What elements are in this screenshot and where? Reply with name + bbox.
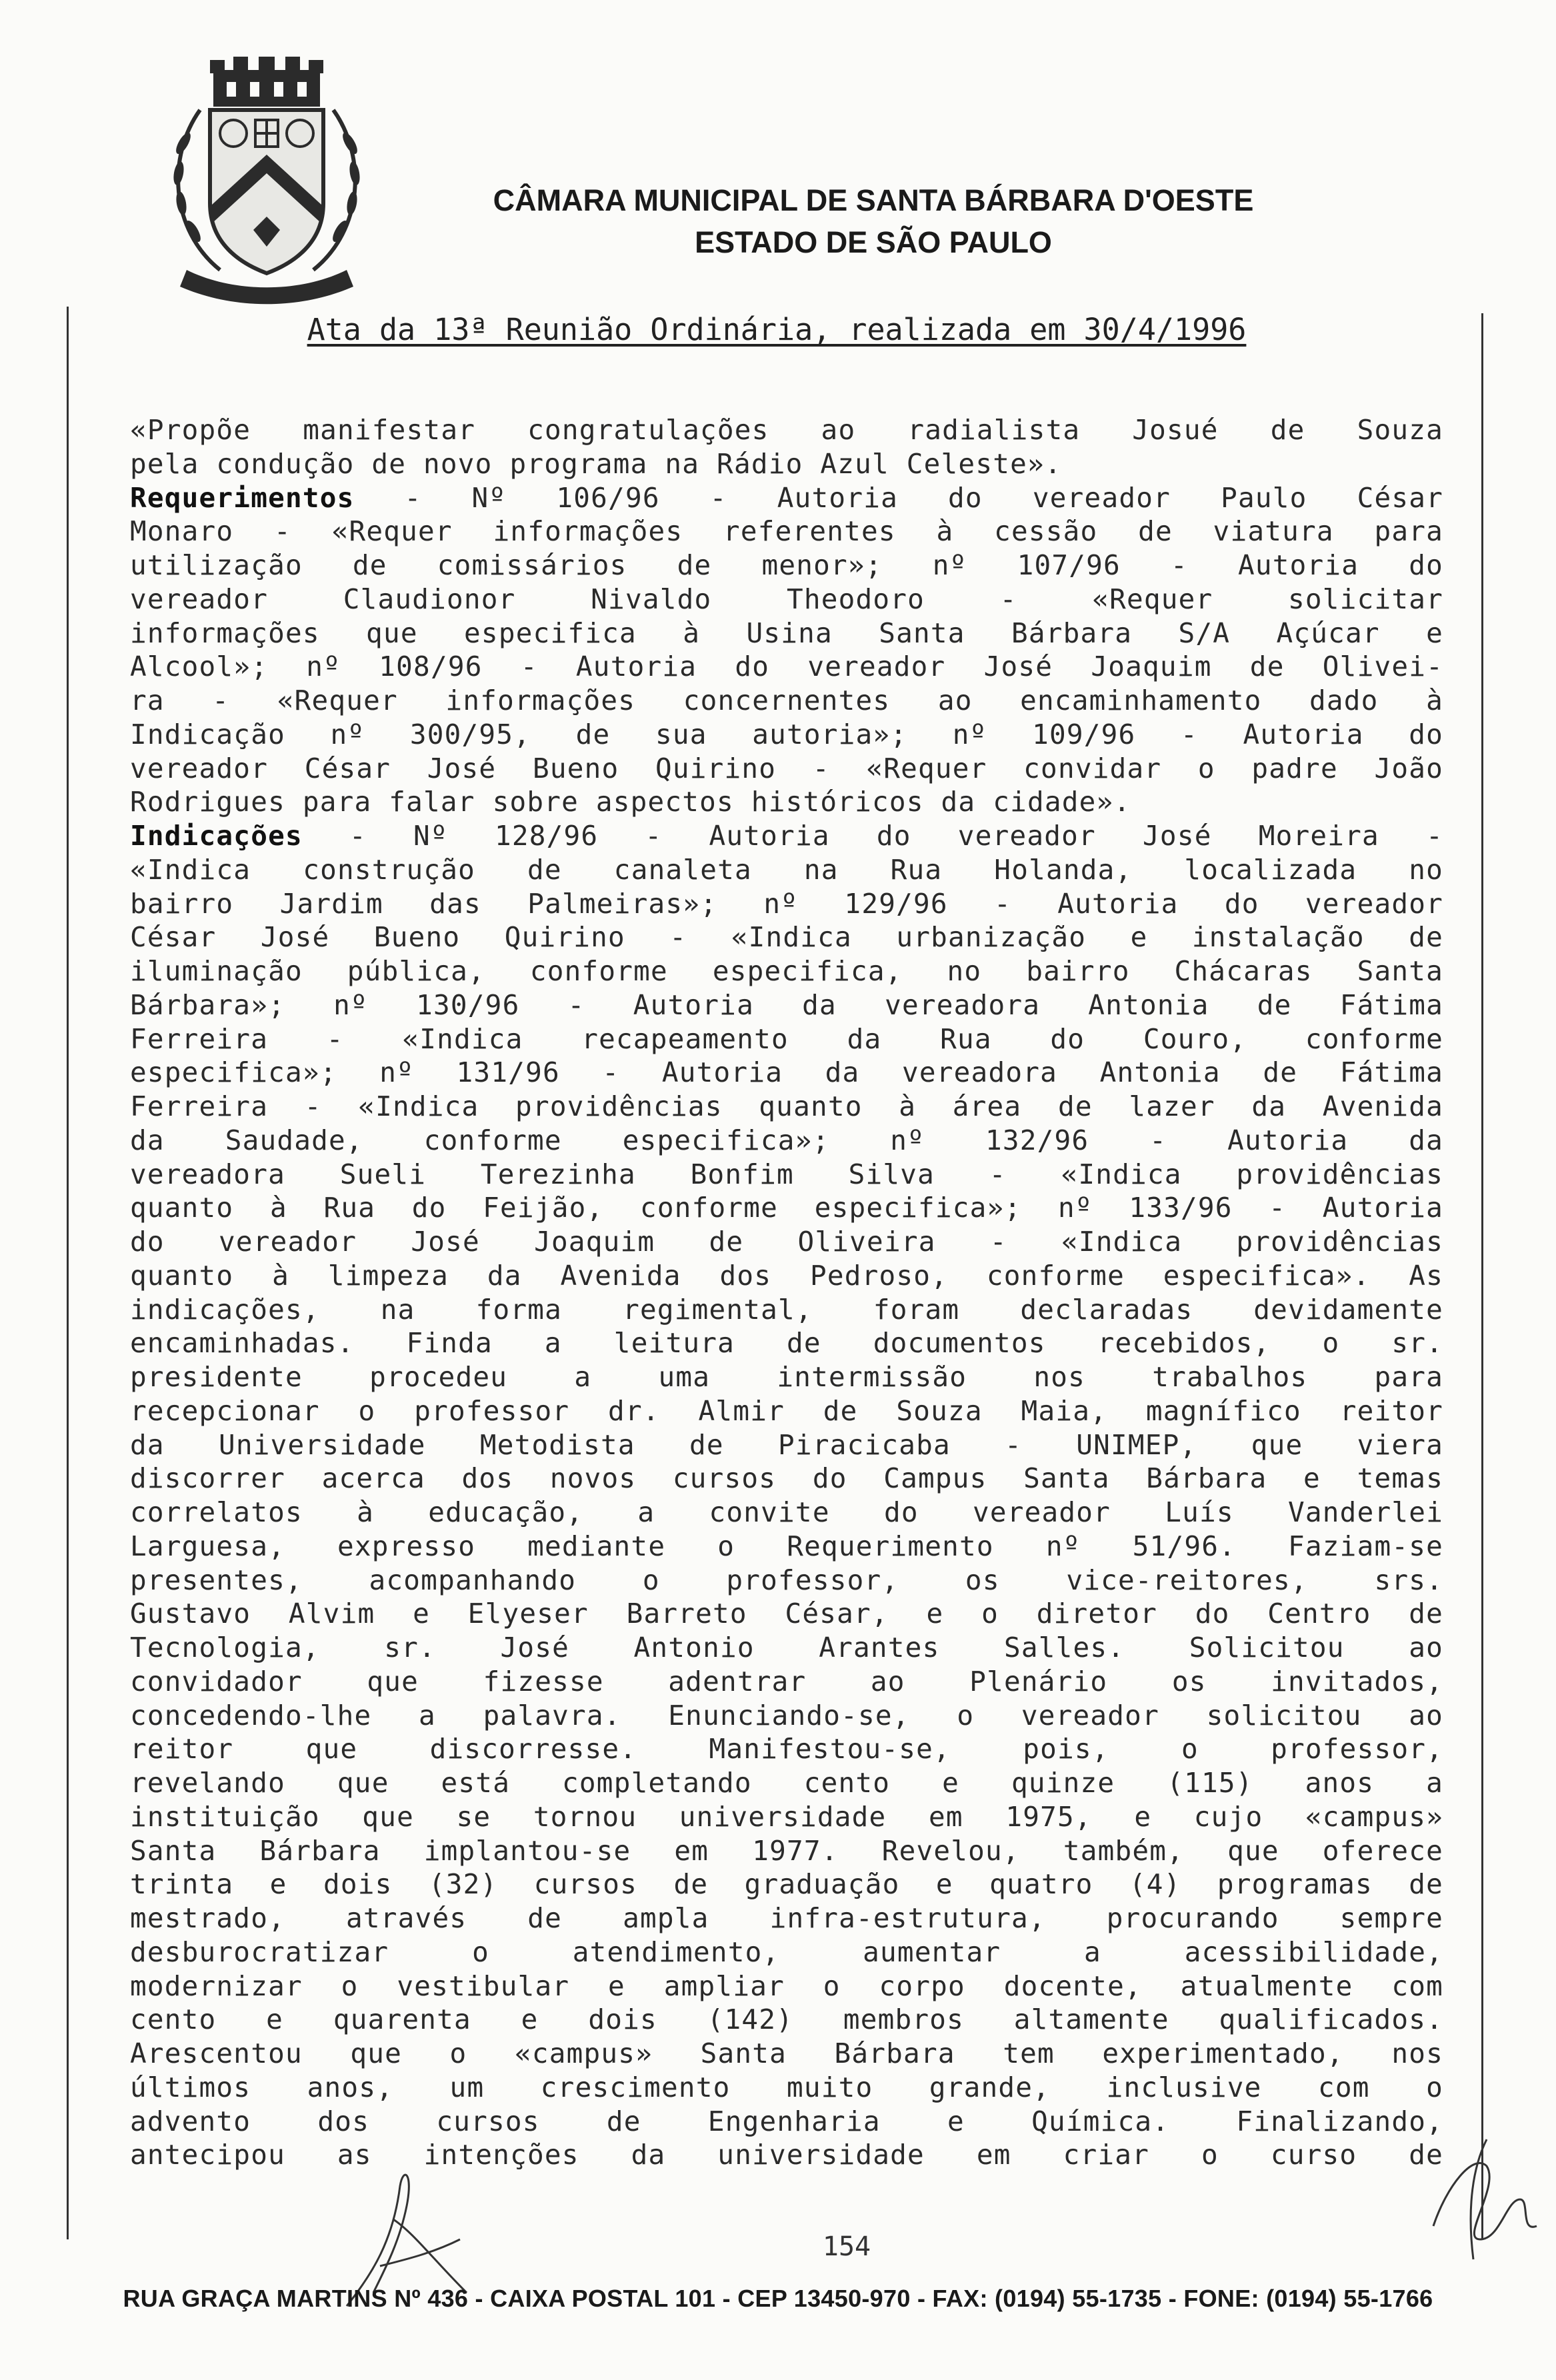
body-line: revelando que está completando cento e quinze (115) anos a [130, 1767, 1443, 1799]
body-line: Rodrigues para falar sobre aspectos históricos da cidade». [130, 786, 1131, 818]
body-line: da Saudade, conforme especifica»; nº 132/96 - Autoria da [130, 1124, 1443, 1156]
body-line: Indicações - Nº 128/96 - Autoria do vereador José Moreira - [130, 820, 1443, 852]
body-line: vereadora Sueli Terezinha Bonfim Silva - «Indica providências [130, 1158, 1443, 1190]
body-line: bairro Jardim das Palmeiras»; nº 129/96 - Autoria do vereador [130, 887, 1443, 920]
minutes-body [130, 413, 1443, 2172]
body-line: modernizar o vestibular e ampliar o corpo docente, atualmente com [130, 1969, 1443, 2002]
handwritten-signature-right [1420, 2126, 1553, 2273]
coat-of-arms-emblem [160, 57, 373, 310]
body-line: pela condução de novo programa na Rádio Azul Celeste». [130, 447, 1062, 480]
body-line: Bárbara»; nº 130/96 - Autoria da vereadora Antonia de Fátima [130, 988, 1443, 1021]
body-line: antecipou as intenções da universidade em criar o curso de [130, 2139, 1443, 2171]
body-line: Requerimentos - Nº 106/96 - Autoria do vereador Paulo César [130, 481, 1443, 514]
body-line: encaminhadas. Finda a leitura de documentos recebidos, o sr. [130, 1327, 1443, 1360]
body-line: quanto à Rua do Feijão, conforme especifica»; nº 133/96 - Autoria [130, 1192, 1443, 1224]
institution-title: CÂMARA MUNICIPAL DE SANTA BÁRBARA D'OESTE [493, 183, 1254, 217]
body-line: utilização de comissários de menor»; nº 107/96 - Autoria do [130, 549, 1443, 581]
body-line: vereador César José Bueno Quirino - «Requer convidar o padre João [130, 752, 1443, 784]
page-number: 154 [822, 2231, 871, 2262]
minutes-title: Ata da 13ª Reunião Ordinária, realizada em 30/4/1996 [307, 312, 1247, 347]
body-line: Gustavo Alvim e Elyeser Barreto César, e o diretor do Centro de [130, 1598, 1443, 1630]
body-line: instituição que se tornou universidade em 1975, e cujo «campus» [130, 1800, 1443, 1833]
body-line: Ferreira - «Indica providências quanto à área de lazer da Avenida [130, 1090, 1443, 1122]
right-margin-rule [1481, 313, 1483, 2239]
body-line: Tecnologia, sr. José Antonio Arantes Salles. Solicitou ao [130, 1632, 1443, 1664]
institution-subtitle: ESTADO DE SÃO PAULO [695, 225, 1052, 259]
body-line: Alcool»; nº 108/96 - Autoria do vereador José Joaquim de Olivei- [130, 650, 1443, 683]
body-line: Indicação nº 300/95, de sua autoria»; nº 109/96 - Autoria do [130, 718, 1443, 750]
body-line: «Indica construção de canaleta na Rua Holanda, localizada no [130, 853, 1443, 886]
body-line: vereador Claudionor Nivaldo Theodoro - «Requer solicitar [130, 583, 1443, 615]
body-line: especifica»; nº 131/96 - Autoria da vereadora Antonia de Fátima [130, 1056, 1443, 1089]
body-line: cento e quarenta e dois (142) membros altamente qualificados. [130, 2003, 1443, 2036]
body-line: concedendo-lhe a palavra. Enunciando-se, o vereador solicitou ao [130, 1699, 1443, 1732]
body-line: quanto à limpeza da Avenida dos Pedroso, conforme especifica». As [130, 1259, 1443, 1292]
body-line: indicações, na forma regimental, foram declaradas devidamente [130, 1293, 1443, 1326]
page-footer-address: RUA GRAÇA MARTINS Nº 436 - CAIXA POSTAL 101 - CEP 13450-970 - FAX: (0194) 55-1735 - FONE: (0194) 55-1766 [123, 2285, 1433, 2312]
body-line: correlatos à educação, a convite do vereador Luís Vanderlei [130, 1496, 1443, 1528]
body-line: Santa Bárbara implantou-se em 1977. Revelou, também, que oferece [130, 1834, 1443, 1867]
body-line: mestrado, através de ampla infra-estrutura, procurando sempre [130, 1902, 1443, 1934]
body-line: discorrer acerca dos novos cursos do Campus Santa Bárbara e temas [130, 1462, 1443, 1495]
body-line: Larguesa, expresso mediante o Requerimento nº 51/96. Faziam-se [130, 1530, 1443, 1562]
body-line: da Universidade Metodista de Piracicaba - UNIMEP, que viera [130, 1428, 1443, 1461]
body-line: presidente procedeu a uma intermissão nos trabalhos para [130, 1361, 1443, 1393]
body-line: reitor que discorresse. Manifestou-se, pois, o professor, [130, 1733, 1443, 1766]
body-line: trinta e dois (32) cursos de graduação e quatro (4) programas de [130, 1868, 1443, 1901]
body-line: convidador que fizesse adentrar ao Plenário os invitados, [130, 1665, 1443, 1698]
body-line: iluminação pública, conforme especifica, no bairro Chácaras Santa [130, 955, 1443, 987]
body-line: presentes, acompanhando o professor, os vice-reitores, srs. [130, 1564, 1443, 1596]
body-line: do vereador José Joaquim de Oliveira - «Indica providências [130, 1226, 1443, 1258]
body-line: advento dos cursos de Engenharia e Química. Finalizando, [130, 2105, 1443, 2137]
body-line: últimos anos, um crescimento muito grande, inclusive com o [130, 2071, 1443, 2103]
body-line: Ferreira - «Indica recapeamento da Rua do Couro, conforme [130, 1022, 1443, 1055]
body-line: César José Bueno Quirino - «Indica urbanização e instalação de [130, 921, 1443, 954]
left-margin-rule [67, 307, 69, 2239]
body-line: «Propõe manifestar congratulações ao radialista Josué de Souza [130, 414, 1443, 446]
body-line: Arescentou que o «campus» Santa Bárbara tem experimentado, nos [130, 2037, 1443, 2069]
body-line: ra - «Requer informações concernentes ao encaminhamento dado à [130, 684, 1443, 716]
body-line: desburocratizar o atendimento, aumentar a acessibilidade, [130, 1935, 1443, 1968]
body-line: recepcionar o professor dr. Almir de Souza Maia, magnífico reitor [130, 1394, 1443, 1427]
body-line: Monaro - «Requer informações referentes à cessão de viatura para [130, 515, 1443, 548]
body-line: informações que especifica à Usina Santa Bárbara S/A Açúcar e [130, 616, 1443, 649]
